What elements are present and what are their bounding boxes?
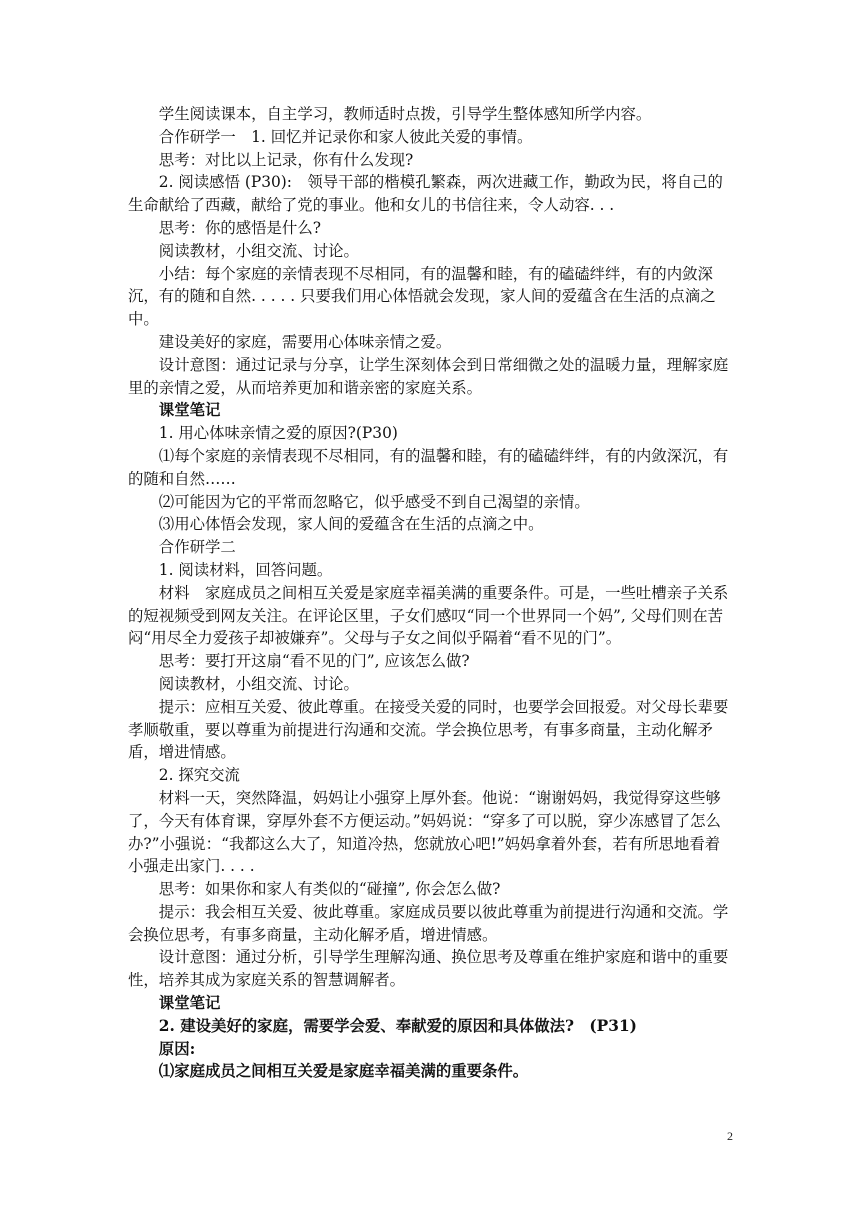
body-paragraph: 1. 用心体味亲情之爱的原因?(P30) (158, 424, 398, 443)
body-paragraph: 2. 阅读感悟 (P30): 领导干部的楷模孔繁森，两次进藏工作，勤政为民，将自己的生命献给了西藏，献给了党的事业。他和女儿的书信往来，令人动容. . . (128, 173, 723, 215)
heading-paragraph: 课堂笔记 (158, 401, 221, 420)
body-paragraph: 提示：我会相互关爱、彼此尊重。家庭成员要以彼此尊重为前提进行沟通和交流。学会换位思考，有事多商量，主动化解矛盾，增进情感。 (128, 902, 729, 944)
body-paragraph: ⑴每个家庭的亲情表现不尽相同，有的温馨和睦，有的磕磕绊绊，有的内敛深沉，有的随和自然…… (128, 446, 729, 488)
body-paragraph: 思考：对比以上记录，你有什么发现? (158, 150, 414, 169)
body-paragraph: 提示：应相互关爱、彼此尊重。在接受关爱的同时，也要学会回报爱。对父母长辈要孝顺敬重，要以尊重为前提进行沟通和交流。学会换位思考，有事多商量，主动化解矛盾，增进情感。 (128, 697, 729, 762)
heading-paragraph: 2. 建设美好的家庭，需要学会爱、奉献爱的原因和具体做法? (P31) (158, 1016, 637, 1035)
body-paragraph: 阅读教材，小组交流、讨论。 (158, 674, 359, 693)
body-paragraph: 设计意图：通过分析，引导学生理解沟通、换位思考及尊重在维护家庭和谐中的重要性，培养其成为家庭关系的智慧调解者。 (128, 948, 729, 990)
body-paragraph: 材料一天，突然降温，妈妈让小强穿上厚外套。他说：“谢谢妈妈，我觉得穿这些够了，今天有体育课，穿厚外套不方便运动。”妈妈说：“穿多了可以脱，穿少冻感冒了怎么办?”小强说：“我都这么大了，知道冷热，您就放心吧!”妈妈拿着外套，若有所思地看着小强走出家门. . . . (128, 788, 721, 876)
body-paragraph: 合作研学二 (158, 538, 236, 557)
body-paragraph: 材料 家庭成员之间相互关爱是家庭幸福美满的重要条件。可是，一些吐槽亲子关系的短视频受到网友关注。在评论区里，子女们感叹“同一个世界同一个妈”, 父母们则在苦闷“用尽全力爱孩子却被嫌弃”。父母与子女之间似乎隔着“看不见的门”。 (128, 583, 729, 648)
body-paragraph: 学生阅读课本，自主学习，教师适时点拨，引导学生整体感知所学内容。 (158, 105, 652, 123)
body-paragraph: 思考：你的感悟是什么? (158, 218, 321, 237)
document-body (128, 103, 732, 1083)
body-paragraph: 阅读教材，小组交流、讨论。 (158, 241, 359, 260)
body-paragraph: 设计意图：通过记录与分享，让学生深刻体会到日常细微之处的温暖力量，理解家庭里的亲情之爱，从而培养更加和谐亲密的家庭关系。 (128, 355, 729, 397)
body-paragraph: 合作研学一 1. 回忆并记录你和家人彼此关爱的事情。 (158, 127, 533, 146)
body-paragraph: 建设美好的家庭，需要用心体味亲情之爱。 (158, 332, 452, 351)
body-paragraph: ⑵可能因为它的平常而忽略它，似乎感受不到自己渴望的亲情。 (158, 492, 590, 511)
body-paragraph: 1. 阅读材料，回答问题。 (158, 560, 333, 579)
body-paragraph: 2. 探究交流 (158, 766, 240, 785)
heading-paragraph: ⑴家庭成员之间相互关爱是家庭幸福美满的重要条件。 (158, 1062, 529, 1081)
body-paragraph: 思考：要打开这扇“看不见的门”, 应该怎么做? (158, 652, 470, 671)
body-paragraph: ⑶用心体悟会发现，家人间的爱蕴含在生活的点滴之中。 (158, 515, 544, 534)
heading-paragraph: 课堂笔记 (158, 994, 221, 1013)
body-paragraph: 小结：每个家庭的亲情表现不尽相同，有的温馨和睦，有的磕磕绊绊，有的内敛深沉，有的随和自然. . . . . 只要我们用心体悟就会发现，家人间的爱蕴含在生活的点滴之中。 (128, 264, 716, 329)
page-number: 2 (727, 1129, 733, 1143)
heading-paragraph: 原因: (158, 1039, 196, 1058)
body-paragraph: 思考：如果你和家人有类似的“碰撞”, 你会怎么做? (158, 880, 501, 899)
